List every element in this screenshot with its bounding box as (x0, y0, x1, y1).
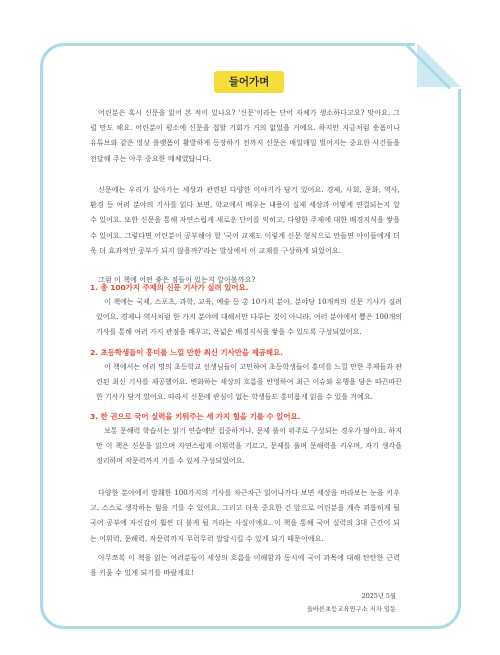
signature-author: 올바른초등교육연구소 저자 일동 (306, 606, 396, 613)
signature-date: 2025년 5월 (361, 593, 396, 600)
section-heading-3: 3. 한 권으로 국어 실력을 키워주는 세 가지 힘을 기를 수 있어요. (90, 412, 301, 421)
page-title: 들어가며 (214, 71, 284, 93)
intro-paragraph-3: 그럼 이 책에 어떤 좋은 점들이 있는지 알아볼까요? (98, 276, 256, 284)
section-body-3: 보통 문해력 학습서는 읽기 연습에만 집중하거나, 문제 풀이 위주로 구성되는 경우가 많아요. 하지만 이 책은 신문을 읽으며 자연스럽게 어휘력을 기르고, 문제를 풀며 문해력을 키우며, 자기 생각을 정리하며 작문력까지 기를 수 있게 구성되었어요. (96, 427, 402, 466)
intro-paragraph-1: 어린분은 혹시 신문을 읽어 본 적이 있나요? '신문'이라는 단어 자체가 생소하다고요? 맞아요, 그럴 만도 해요. 어린분이 평소에 신문을 접할 기회가 거의 없었을 거예요. 하지만 지금처럼 숏폼이나 유튜브와 같은 영상 플랫폼이 활발하게 등장하기 전까지 신문은 매일매일 벌어지는 중요한 사건들을 전달해 주는 아주 중요한 매체였답니다. (90, 109, 400, 163)
closing-paragraph-2: 아무쪼록 이 책을 읽는 여러분들이 세상의 흐름을 이해함과 동시에 국어 과목에 대해 탄탄한 근력을 키울 수 있게 되기를 바랄게요! (90, 554, 400, 578)
intro-paragraph-2: 신문에는 우리가 살아가는 세상과 관련된 다양한 이야기가 담겨 있어요. 경제, 사회, 문화, 역사, 환경 등 여러 분야의 기사를 읽다 보면, 학교에서 배우는 내용이 실제 세상과 어떻게 연결되는지 알 수 있어요. 또한 신문을 통해 자연스럽게 새로운 단어를 익히고, 다양한 주제에 대한 배경지식을 쌓을 수 있어요. 그렇다면 어린분이 공부해야 할 '국어 교재도 이렇게 신문 형식으로 만들면 아이들에게 더욱 더 효과적인 공부가 되지 않을까?'라는 발상에서 이 교재를 구상하게 되었어요. (90, 186, 400, 255)
section-heading-2: 2. 초등학생들이 흥미를 느낄 만한 최신 기사만을 제공해요. (90, 348, 283, 357)
section-body-1: 이 책에는 국제, 스포츠, 과학, 교육, 예술 등 총 10가지 분야, 분야당 10개씩의 신문 기사가 실려 있어요. 경제나 역사처럼 한 가지 분야에 대해서만 다루는 것이 아니라, 여러 분야에서 뽑은 100개의 기사를 통해 여러 가지 관점을 배우고, 폭넓은 배경지식을 쌓을 수 있도록 구성되었어요. (96, 298, 402, 337)
signature-block (307, 590, 396, 616)
section-heading-1: 1. 총 100가지 주제의 신문 기사가 실려 있어요. (90, 283, 249, 292)
page-corner-fold (415, 43, 461, 89)
closing-paragraph-1: 다양한 분야에서 발췌한 100가지의 기사를 차근차근 읽어나가다 보면 세상을 바라보는 눈을 키우고, 스스로 생각하는 힘을 기를 수 있어요. 그리고 더욱 중요한 건 앞으로 어린분을 계속 괴롭히게 될 국어 공부에 자신감이 훨씬 더 붙게 될 거라는 사실이에요. 이 책을 통해 국어 실력의 3대 근간이 되는 어휘력, 문해력, 작문력까지 무럭무럭 발달시킬 수 있게 되기 때문이에요. (90, 489, 400, 543)
section-body-2: 이 책에서는 여러 명의 초등학교 선생님들이 고민하여 초등학생들이 흥미를 느낄 만한 주제들과 관련된 최신 기사를 제공했어요. 변화하는 세상의 흐름을 반영하여 최근 이슈와 유행을 담은 따끈따끈한 기사가 담겨 있어요. 따라서 신문에 관심이 없는 학생들도 흥미롭게 읽을 수 있을 거예요. (96, 363, 402, 402)
